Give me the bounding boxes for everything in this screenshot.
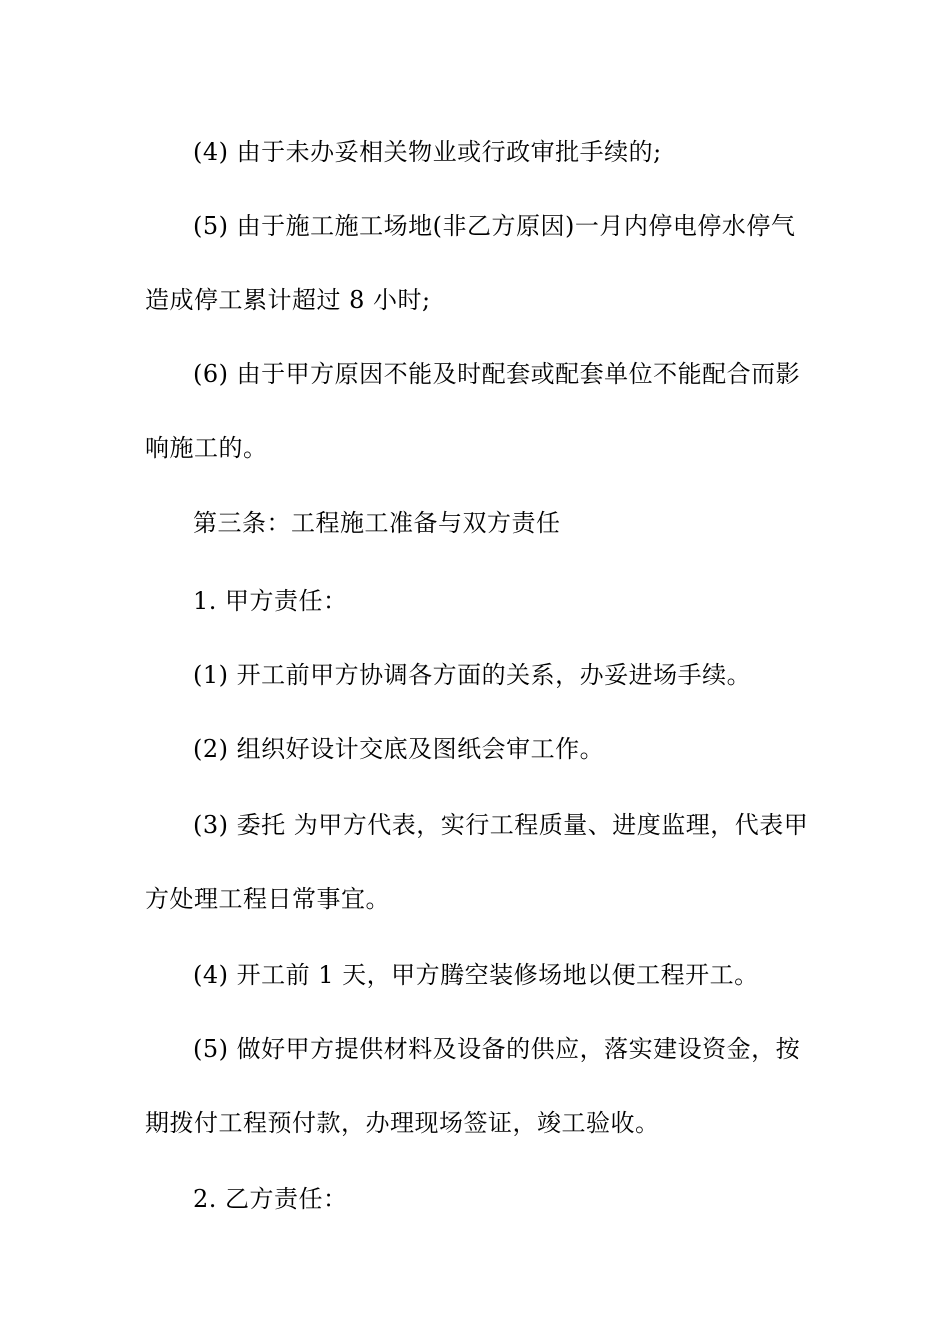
item-4-unapproved-procedures: (4) 由于未办妥相关物业或行政审批手续的; <box>193 138 662 166</box>
party-a-item-2: (2) 组织好设计交底及图纸会审工作。 <box>193 735 605 763</box>
item-6-party-a-cause: (6) 由于甲方原因不能及时配套或配套单位不能配合而影 <box>193 360 801 388</box>
party-a-item-5-continuation: 期拨付工程预付款，办理现场签证，竣工验收。 <box>145 1109 660 1137</box>
party-a-item-1: (1) 开工前甲方协调各方面的关系，办妥进场手续。 <box>193 661 752 689</box>
party-a-responsibilities-heading: 1. 甲方责任： <box>193 587 348 615</box>
item-5-continuation: 造成停工累计超过 8 小时; <box>145 286 431 314</box>
item-6-continuation: 响施工的。 <box>145 434 268 462</box>
article-3-heading: 第三条：工程施工准备与双方责任 <box>193 509 561 537</box>
party-b-responsibilities-heading: 2. 乙方责任： <box>193 1185 348 1213</box>
party-a-item-3: (3) 委托 为甲方代表，实行工程质量、进度监理，代表甲 <box>193 811 809 839</box>
item-5-power-water-outage: (5) 由于施工施工场地(非乙方原因)一月内停电停水停气 <box>193 212 796 240</box>
party-a-item-4: (4) 开工前 1 天，甲方腾空装修场地以便工程开工。 <box>193 961 759 989</box>
party-a-item-5: (5) 做好甲方提供材料及设备的供应，落实建设资金，按 <box>193 1035 801 1063</box>
party-a-item-3-continuation: 方处理工程日常事宜。 <box>145 885 390 913</box>
